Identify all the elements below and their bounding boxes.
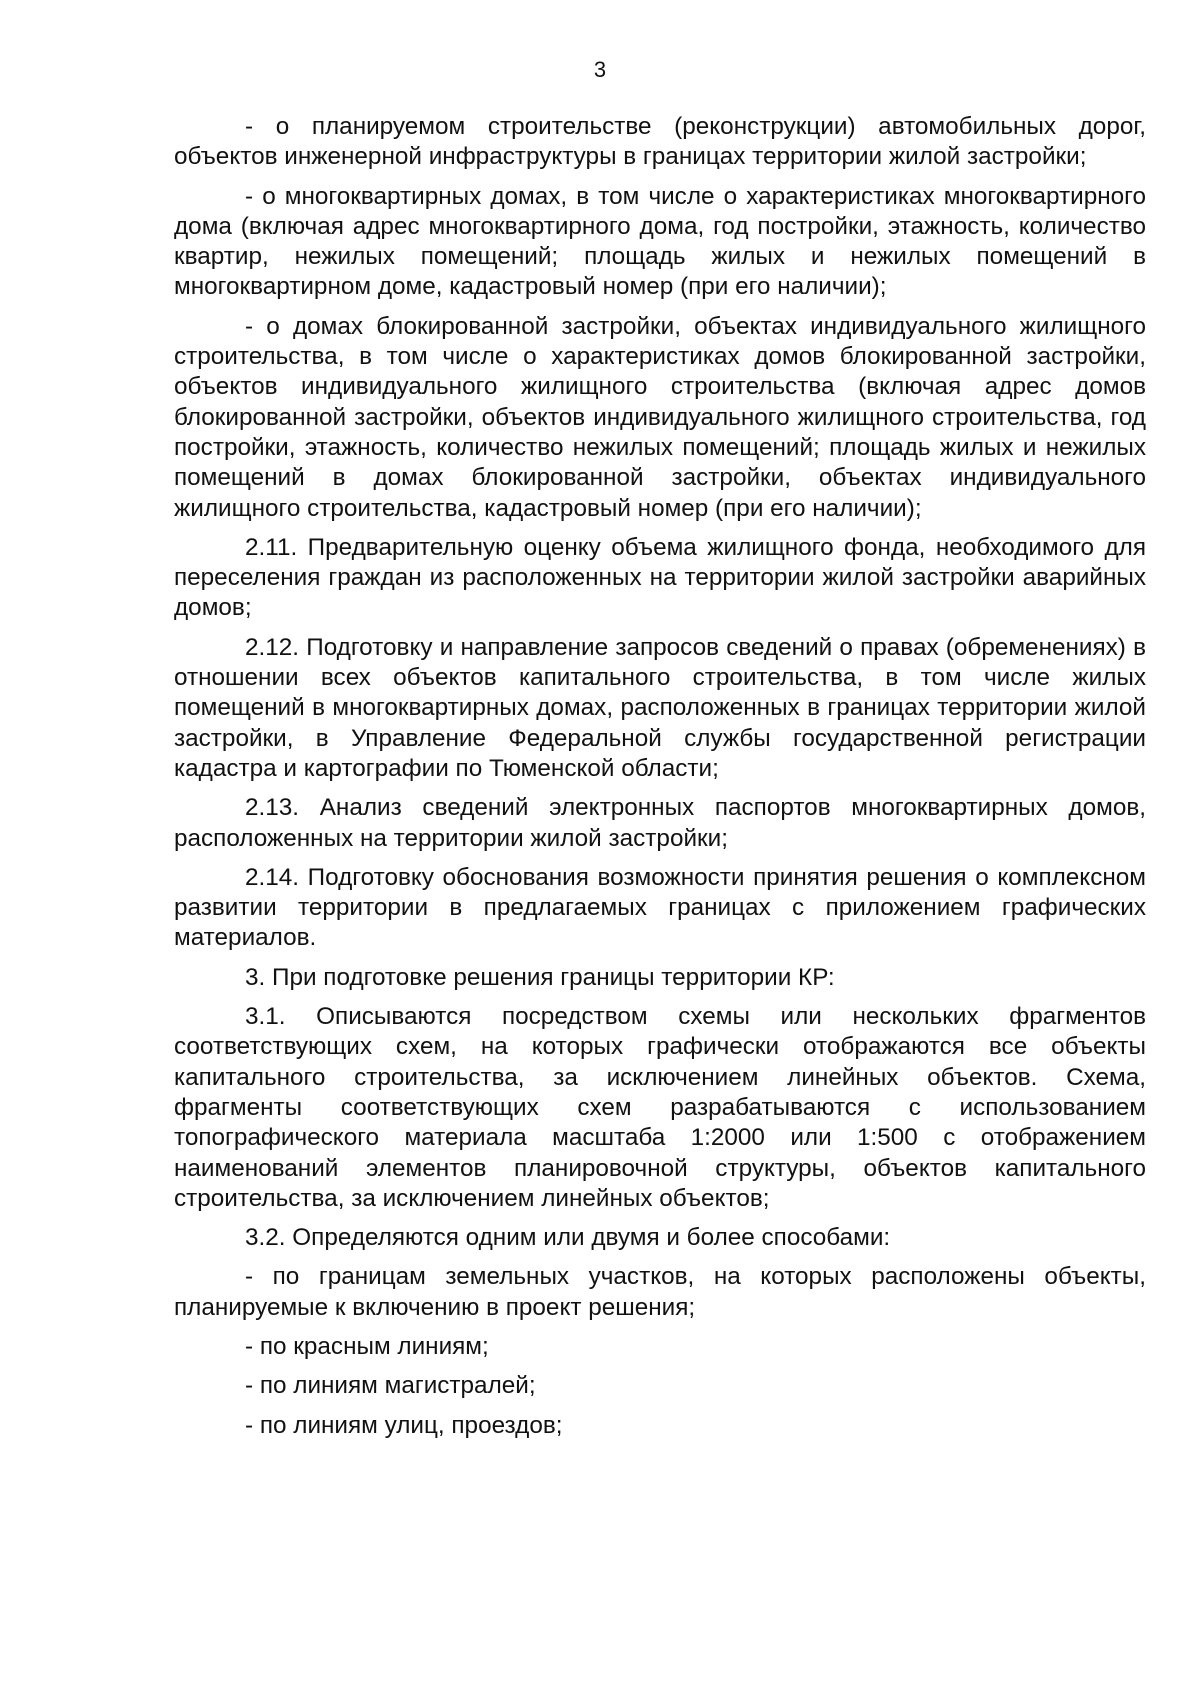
paragraph-3-1: 3.1. Описываются посредством схемы или нескольких фрагментов соответствующих схем, на которых графически отображаются все объекты капитального строительства, за исключением линейных объектов. Схема, фрагменты соответствующих схем разрабатываются с использованием топографического материала масштаба 1:2000 или 1:500 с отображением наименований элементов планировочной структуры, объектов капитального строительства, за исключением линейных объектов; — [174, 1003, 1146, 1212]
paragraph-2-14: 2.14. Подготовку обоснования возможности принятия решения о комплексном развитии территории в предлагаемых границах с приложением графических материалов. — [174, 863, 1146, 952]
paragraph-2-11: 2.11. Предварительную оценку объема жилищного фонда, необходимого для переселения граждан из расположенных на территории жилой застройки аварийных домов; — [174, 533, 1146, 622]
paragraph-red-lines: - по красным линиям; — [245, 1332, 489, 1360]
paragraph-highways: - по линиям магистралей; — [245, 1372, 536, 1400]
paragraph-3-2: 3.2. Определяются одним или двумя и более способами: — [245, 1224, 891, 1252]
paragraph-roads: - о планируемом строительстве (реконструкции) автомобильных дорог, объектов инженерной инфраструктуры в границах территории жилой застройки; — [174, 113, 1146, 171]
paragraph-land-plots: - по границам земельных участков, на которых расположены объекты, планируемые к включению в проект решения; — [174, 1263, 1146, 1321]
paragraph-apartment-buildings: - о многоквартирных домах, в том числе о характеристиках многоквартирного дома (включая адрес многоквартирного дома, год постройки, этажность, количество квартир, нежилых помещений; площадь жилых и нежилых помещений в многоквартирном доме, кадастровый номер (при его наличии); — [174, 182, 1146, 301]
paragraph-streets: - по линиям улиц, проездов; — [245, 1411, 563, 1439]
paragraph-blocked-houses: - о домах блокированной застройки, объектах индивидуального жилищного строительства, в том числе о характеристиках домов блокированной застройки, объектов индивидуального жилищного строительства (включая адрес домов блокированной застройки, объектов индивидуального жилищного строительства, год постройки, этажность, количество нежилых помещений; площадь жилых и нежилых помещений в домах блокированной застройки, объектах индивидуального жилищного строительства, кадастровый номер (при его наличии); — [174, 312, 1146, 522]
document-body — [174, 112, 1146, 1450]
paragraph-3: 3. При подготовке решения границы территории КР: — [245, 963, 835, 991]
paragraph-2-12: 2.12. Подготовку и направление запросов сведений о правах (обременениях) в отношении всех объектов капитального строительства, в том числе жилых помещений в многоквартирных домах, расположенных в границах территории жилой застройки, в Управление Федеральной службы государственной регистрации кадастра и картографии по Тюменской области; — [174, 633, 1146, 782]
page-number: 3 — [593, 57, 607, 82]
paragraph-2-13: 2.13. Анализ сведений электронных паспортов многоквартирных домов, расположенных на территории жилой застройки; — [174, 794, 1146, 852]
